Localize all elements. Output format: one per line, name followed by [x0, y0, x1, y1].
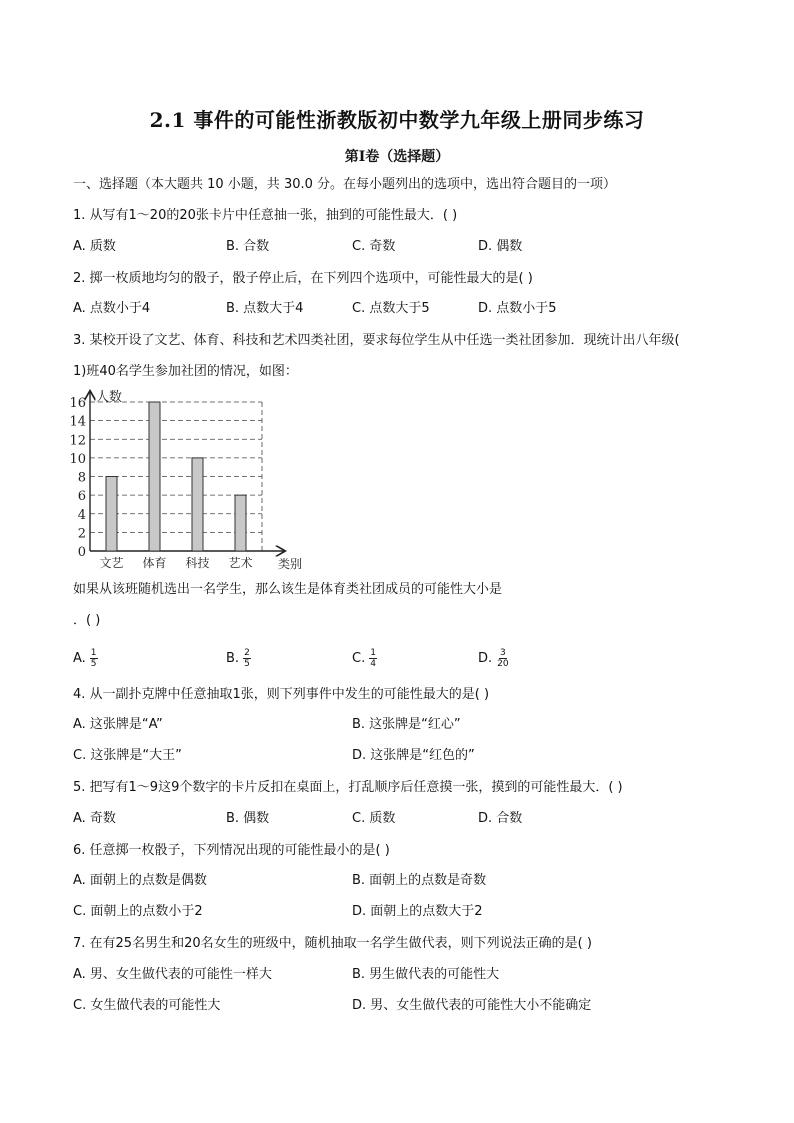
question-3-after-line1: 如果从该班随机选出一名学生，那么该生是体育类社团成员的可能性大小是 — [73, 582, 503, 597]
q2-option-a[interactable]: A. 点数小于4 — [73, 301, 151, 316]
x-axis-label: 类别 — [278, 557, 303, 571]
q3-option-c-fraction — [369, 648, 377, 669]
q3-option-d-fraction — [496, 648, 509, 669]
question-2-stem: 2. 掷一枚质地均匀的骰子，骰子停止后，在下列四个选项中，可能性最大的是( ) — [73, 271, 533, 286]
q3-option-a-fraction — [90, 648, 98, 669]
y-tick-label: 2 — [77, 526, 86, 542]
bar-chart — [66, 388, 308, 572]
q7-option-c[interactable]: C. 女生做代表的可能性大 — [73, 998, 221, 1013]
question-3-after-line2: ．( ) — [73, 613, 101, 628]
y-axis-label: 人数 — [96, 390, 123, 405]
denominator: 5 — [244, 659, 250, 669]
q6-option-b[interactable]: B. 面朝上的点数是奇数 — [352, 873, 487, 888]
q6-option-c[interactable]: C. 面朝上的点数小于2 — [73, 904, 203, 919]
q1-option-a[interactable]: A. 质数 — [73, 239, 116, 254]
x-category-label: 文艺 — [99, 556, 124, 570]
denominator: 5 — [90, 659, 97, 669]
q5-option-d[interactable]: D. 合数 — [478, 811, 523, 826]
bar — [192, 458, 203, 551]
x-category-label: 体育 — [142, 556, 167, 570]
section-header: 一、选择题（本大题共 10 小题，共 30.0 分。在每小题列出的选项中，选出符合题目的一项） — [73, 177, 617, 192]
q4-option-b[interactable]: B. 这张牌是“红心” — [352, 717, 461, 732]
y-tick-label: 0 — [77, 545, 86, 560]
q3-option-a-label: A. — [73, 651, 86, 666]
numerator: 2 — [244, 648, 250, 658]
denominator: 4 — [370, 659, 376, 669]
page-title: 2.1 事件的可能性浙教版初中数学九年级上册同步练习 — [149, 108, 645, 132]
x-category-label: 艺术 — [228, 556, 253, 570]
numerator: 1 — [90, 648, 97, 658]
q1-option-b[interactable]: B. 合数 — [226, 239, 270, 254]
q4-option-d[interactable]: D. 这张牌是“红色的” — [352, 748, 475, 763]
bar — [106, 477, 117, 552]
question-6-stem: 6. 任意掷一枚骰子，下列情况出现的可能性最小的是( ) — [73, 843, 390, 858]
y-tick-label: 8 — [77, 470, 86, 486]
y-tick-label: 14 — [69, 414, 86, 430]
q1-option-d[interactable]: D. 偶数 — [478, 239, 523, 254]
denominator: 20 — [497, 659, 509, 669]
question-4-stem: 4. 从一副扑克牌中任意抽取1张，则下列事件中发生的可能性最大的是( ) — [73, 687, 490, 702]
q6-option-d[interactable]: D. 面朝上的点数大于2 — [352, 904, 483, 919]
q3-option-a[interactable] — [73, 648, 98, 669]
question-5-stem: 5. 把写有1～9这9个数字的卡片反扣在桌面上，打乱顺序后任意摸一张，摸到的可能性最大．( ) — [73, 780, 623, 795]
q5-option-a[interactable]: A. 奇数 — [73, 811, 116, 826]
q2-option-b[interactable]: B. 点数大于4 — [226, 301, 304, 316]
y-tick-label: 10 — [69, 451, 86, 467]
y-tick-label: 6 — [77, 489, 86, 505]
q5-option-b[interactable]: B. 偶数 — [226, 811, 270, 826]
q4-option-c[interactable]: C. 这张牌是“大王” — [73, 748, 182, 763]
q3-option-c[interactable] — [352, 648, 377, 669]
q3-option-b-label: B. — [226, 651, 240, 666]
q7-option-b[interactable]: B. 男生做代表的可能性大 — [352, 967, 500, 982]
q7-option-a[interactable]: A. 男、女生做代表的可能性一样大 — [73, 967, 272, 982]
bar — [235, 495, 246, 551]
y-tick-label: 4 — [77, 507, 86, 523]
q7-option-d[interactable]: D. 男、女生做代表的可能性大小不能确定 — [352, 998, 592, 1013]
question-3-stem-line2: 1)班40名学生参加社团的情况，如图： — [73, 364, 298, 379]
question-3-stem-line1: 3. 某校开设了文艺、体育、科技和艺术四类社团，要求每位学生从中任选一类社团参加．现统计出八年级( — [73, 333, 680, 348]
bar — [149, 402, 160, 551]
q2-option-d[interactable]: D. 点数小于5 — [478, 301, 557, 316]
numerator: 3 — [500, 648, 506, 658]
question-7-stem: 7. 在有25名男生和20名女生的班级中，随机抽取一名学生做代表，则下列说法正确的是( ) — [73, 936, 592, 951]
y-tick-label: 16 — [69, 396, 86, 411]
numerator: 1 — [370, 648, 376, 658]
q3-option-d-label: D. — [478, 651, 493, 666]
volume-subtitle: 第Ⅰ卷（选择题） — [344, 149, 450, 165]
q4-option-a[interactable]: A. 这张牌是“A” — [73, 717, 163, 732]
question-1-stem: 1. 从写有1～20的20张卡片中任意抽一张，抽到的可能性最大．( ) — [73, 208, 458, 223]
q5-option-c[interactable]: C. 质数 — [352, 811, 396, 826]
q6-option-a[interactable]: A. 面朝上的点数是偶数 — [73, 873, 207, 888]
q3-option-d[interactable] — [478, 648, 510, 669]
q3-option-b[interactable] — [226, 648, 251, 669]
q3-option-b-fraction — [243, 648, 251, 669]
bar-chart-svg — [66, 388, 308, 572]
q2-option-c[interactable]: C. 点数大于5 — [352, 301, 430, 316]
y-tick-label: 12 — [69, 433, 86, 449]
x-category-label: 科技 — [185, 556, 210, 570]
q3-option-c-label: C. — [352, 651, 366, 666]
q1-option-c[interactable]: C. 奇数 — [352, 239, 396, 254]
